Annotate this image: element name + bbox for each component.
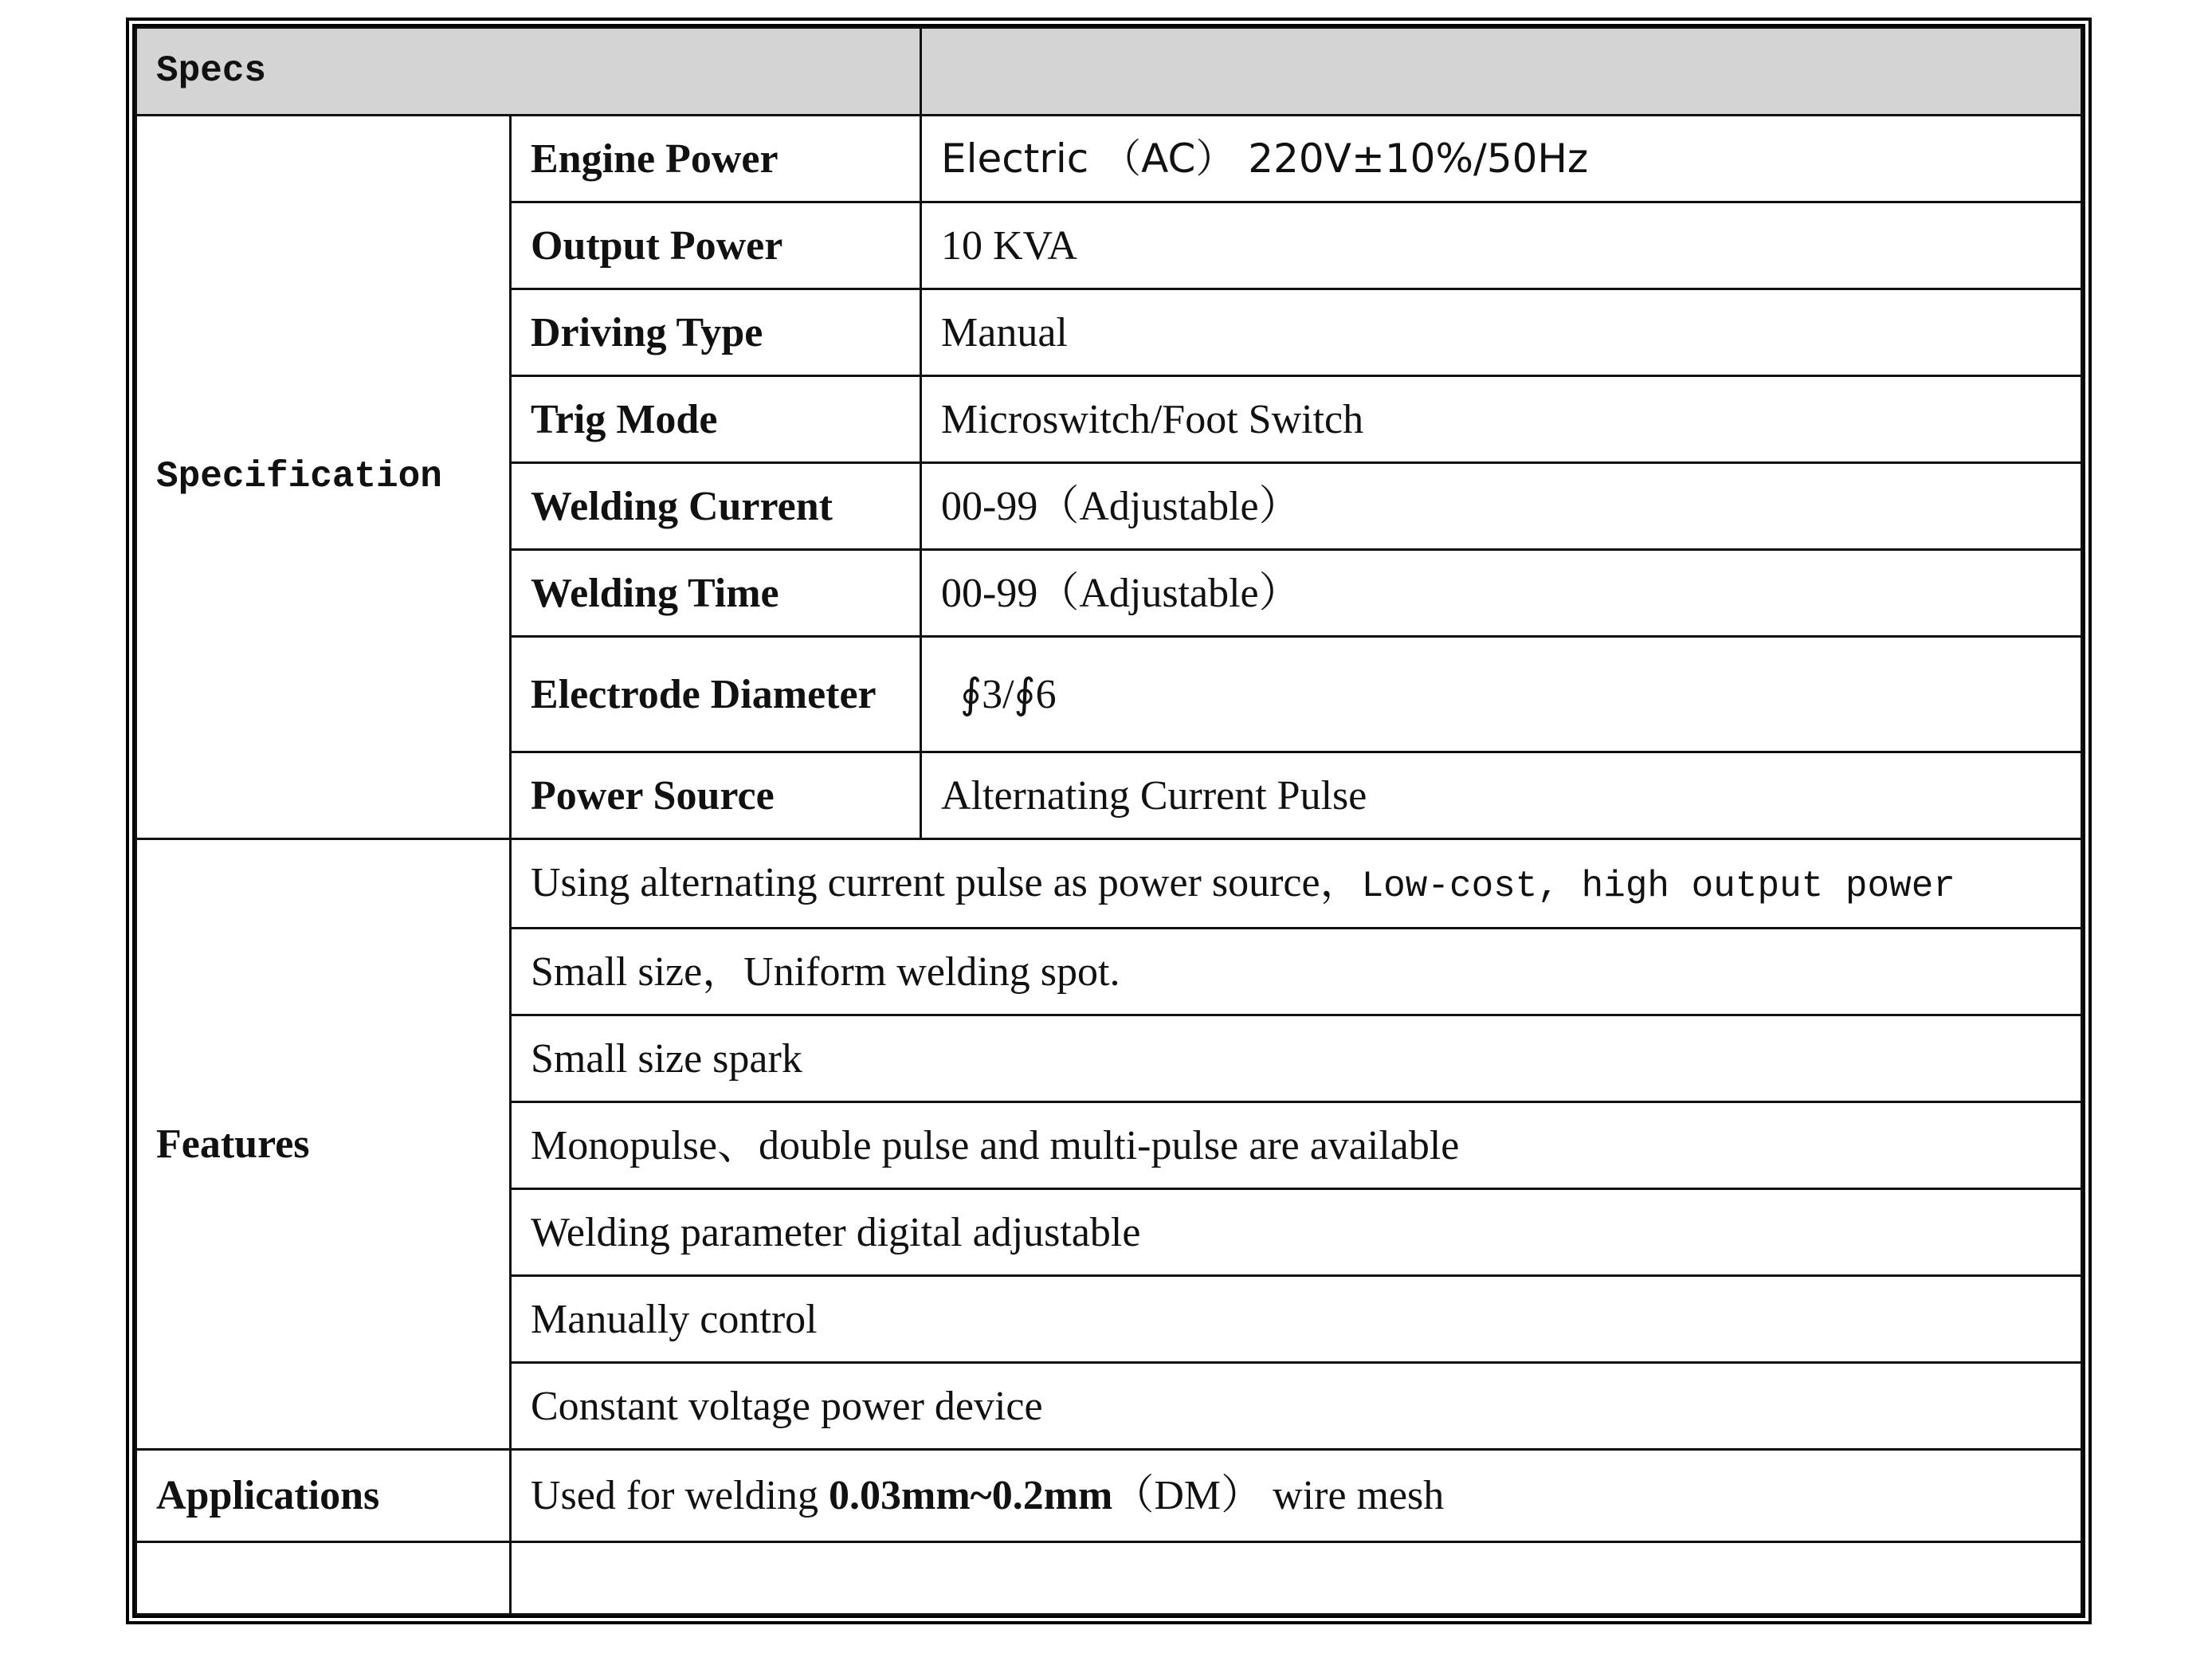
spec-value: Alternating Current Pulse bbox=[921, 752, 2082, 839]
spec-value: 00-99（Adjustable） bbox=[921, 463, 2082, 550]
header-row bbox=[136, 28, 2082, 116]
applications-text-before: Used for welding bbox=[531, 1473, 830, 1518]
spec-value: Electric （AC） 220V±10%/50Hz bbox=[921, 116, 2082, 202]
spec-label: Welding Time bbox=[511, 550, 921, 637]
spec-value: 10 KVA bbox=[921, 202, 2082, 289]
blank-row bbox=[136, 1542, 2082, 1615]
feature-item: Small size，Uniform welding spot. bbox=[511, 929, 2082, 1015]
specs-table-inner bbox=[132, 24, 2085, 1618]
feature-item: Small size spark bbox=[511, 1015, 2082, 1102]
applications-text-bold: 0.03mm~0.2mm bbox=[829, 1473, 1113, 1518]
blank-cell-right bbox=[511, 1542, 2082, 1615]
feature-item: Constant voltage power device bbox=[511, 1363, 2082, 1450]
spec-value: Manual bbox=[921, 289, 2082, 376]
features-group-label: Features bbox=[136, 839, 511, 1450]
specification-group-label: Specification bbox=[136, 116, 511, 839]
feature-item: Manually control bbox=[511, 1276, 2082, 1363]
specs-table-frame bbox=[126, 18, 2092, 1624]
applications-text bbox=[511, 1450, 2082, 1542]
feature-item bbox=[511, 839, 2082, 929]
spec-row bbox=[136, 116, 2082, 202]
spec-label: Engine Power bbox=[511, 116, 921, 202]
header-title: Specs bbox=[136, 28, 921, 116]
feature-text-mono: Low-cost, high output power bbox=[1361, 866, 1955, 908]
spec-label: Driving Type bbox=[511, 289, 921, 376]
applications-row bbox=[136, 1450, 2082, 1542]
applications-text-after: （DM） wire mesh bbox=[1112, 1473, 1445, 1518]
header-right-cell bbox=[921, 28, 2082, 116]
spec-label: Trig Mode bbox=[511, 376, 921, 463]
spec-label: Electrode Diameter bbox=[511, 637, 921, 752]
blank-cell-left bbox=[136, 1542, 511, 1615]
applications-group-label: Applications bbox=[136, 1450, 511, 1542]
spec-value: ∮3/∮6 bbox=[921, 637, 2082, 752]
feature-item: Welding parameter digital adjustable bbox=[511, 1189, 2082, 1276]
feature-text: Using alternating current pulse as power source， bbox=[531, 860, 1362, 906]
spec-label: Welding Current bbox=[511, 463, 921, 550]
feature-row bbox=[136, 839, 2082, 929]
spec-value: Microswitch/Foot Switch bbox=[921, 376, 2082, 463]
spec-label: Output Power bbox=[511, 202, 921, 289]
spec-label: Power Source bbox=[511, 752, 921, 839]
specs-table bbox=[135, 26, 2083, 1616]
spec-value: 00-99（Adjustable） bbox=[921, 550, 2082, 637]
feature-item: Monopulse、double pulse and multi-pulse are available bbox=[511, 1102, 2082, 1189]
